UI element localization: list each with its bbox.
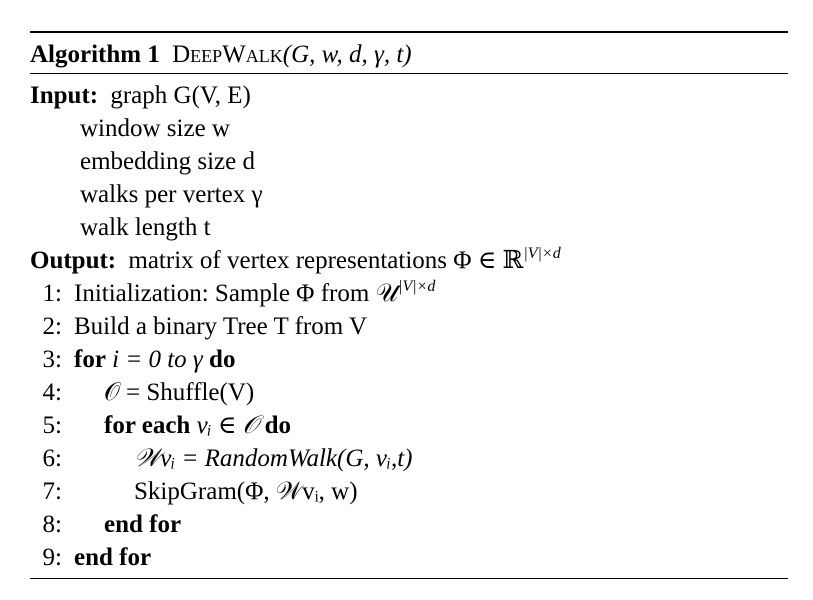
step-number: 1: <box>42 280 62 307</box>
algorithm-label: Algorithm 1 <box>30 41 160 68</box>
step-text: Build a binary Tree T from V <box>74 313 368 340</box>
algorithm-header <box>30 38 412 71</box>
output-line <box>30 244 561 277</box>
step-keyword-end: do <box>264 412 292 439</box>
header-rule <box>30 73 788 74</box>
step-4 <box>24 376 254 409</box>
step-number: 8: <box>42 511 62 538</box>
step-8 <box>24 508 181 541</box>
step-number: 9: <box>42 544 62 571</box>
step-number: 6: <box>42 445 62 472</box>
step-text: vᵢ ∈ 𝒪 <box>196 412 259 439</box>
step-text: Initialization: Sample Φ from 𝒰 <box>74 280 399 307</box>
step-6 <box>24 442 412 475</box>
step-2 <box>24 310 367 343</box>
step-9 <box>24 541 151 574</box>
step-text: 𝒲vᵢ = RandomWalk(G, vᵢ,t) <box>134 445 413 472</box>
step-text: i = 0 to γ <box>112 346 203 373</box>
input-length <box>80 211 211 244</box>
input-embedding-text: embedding size d <box>80 148 255 175</box>
top-rule <box>30 31 788 33</box>
step-7 <box>24 475 358 508</box>
step-3 <box>24 343 235 376</box>
step-number: 3: <box>42 346 62 373</box>
step-text: 𝒪 = Shuffle(V) <box>104 379 255 406</box>
output-keyword: Output: <box>30 247 117 274</box>
step-number: 7: <box>42 478 62 505</box>
step-keyword: end for <box>74 544 152 571</box>
algorithm-params: (G, w, d, γ, t) <box>282 41 412 68</box>
step-1 <box>24 277 435 310</box>
input-line <box>30 79 251 112</box>
step-number: 2: <box>42 313 62 340</box>
input-embedding <box>80 145 255 178</box>
step-keyword: for each <box>104 412 191 439</box>
step-keyword-end: do <box>209 346 236 373</box>
input-keyword: Input: <box>30 82 99 109</box>
step-sup: |V|×d <box>398 278 436 295</box>
input-walks <box>80 178 263 211</box>
step-keyword: end for <box>104 511 182 538</box>
input-graph: graph G(V, E) <box>110 82 251 109</box>
input-walks-text: walks per vertex γ <box>80 181 263 208</box>
output-text: matrix of vertex representations Φ ∈ ℝ <box>128 247 524 274</box>
algorithm-name: DeepWalk <box>172 41 283 68</box>
bottom-rule <box>30 578 788 579</box>
input-window-text: window size w <box>80 115 230 142</box>
step-text: SkipGram(Φ, 𝒲vᵢ, w) <box>134 478 358 505</box>
step-number: 4: <box>42 379 62 406</box>
step-number: 5: <box>42 412 62 439</box>
input-length-text: walk length t <box>80 214 211 241</box>
step-keyword: for <box>74 346 106 373</box>
output-sup: |V|×d <box>523 245 561 262</box>
input-window <box>80 112 230 145</box>
step-5 <box>24 409 291 442</box>
